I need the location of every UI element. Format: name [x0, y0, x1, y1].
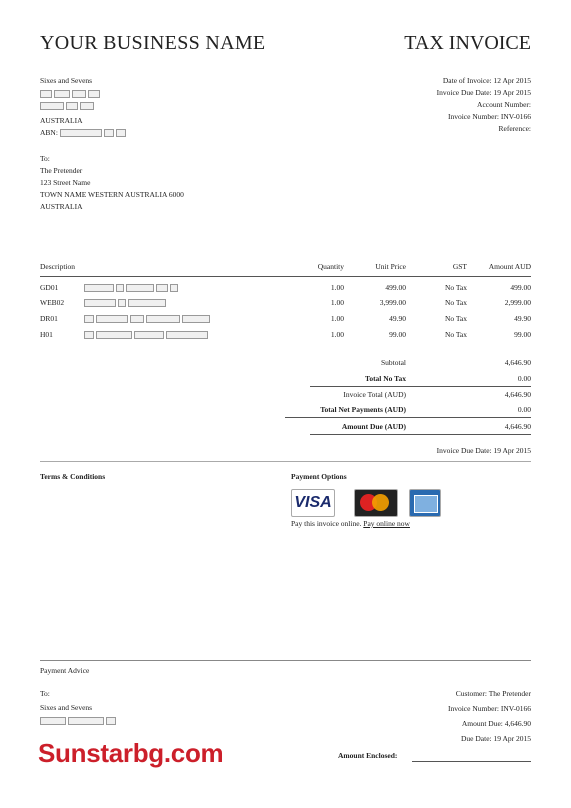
meta-row — [437, 112, 531, 124]
item-quantity: 1.00 — [330, 283, 344, 292]
meta-label: Reference: — [498, 124, 531, 133]
item-unit-price: 99.00 — [389, 330, 406, 339]
amount-enclosed-field — [412, 761, 531, 762]
to-line: AUSTRALIA — [40, 202, 83, 211]
payment-options-heading: Payment Options — [291, 472, 347, 481]
to-label: To: — [40, 154, 50, 163]
subtotal-value: 4,646.90 — [504, 358, 531, 367]
meta-row — [437, 124, 531, 136]
pay-online-line — [291, 519, 410, 529]
item-amount: 49.90 — [514, 314, 531, 323]
due-line — [437, 446, 531, 456]
to-line: The Pretender — [40, 166, 83, 175]
invoice-meta — [437, 76, 531, 136]
item-gst: No Tax — [444, 298, 467, 307]
document-title: TAX INVOICE — [404, 32, 531, 54]
item-amount: 2,999.00 — [504, 298, 531, 307]
item-code: GD01 — [40, 283, 59, 292]
advice-cut-line — [40, 660, 531, 661]
from-country: AUSTRALIA — [40, 116, 83, 125]
bill-to — [40, 154, 184, 214]
total-no-tax-label: Total No Tax — [365, 374, 406, 383]
section-divider — [40, 461, 531, 462]
advice-heading: Payment Advice — [40, 666, 90, 675]
terms-heading: Terms & Conditions — [40, 472, 106, 481]
item-code: H01 — [40, 330, 53, 339]
advice-fields — [448, 689, 531, 749]
meta-label: Invoice Due Date: — [436, 88, 492, 97]
advice-to-name: Sixes and Sevens — [40, 703, 93, 712]
watermark-text: Sunstarbg.com — [38, 738, 224, 768]
totals-rule-2 — [285, 417, 531, 418]
due-label: Invoice Due Date: — [436, 446, 492, 455]
totals-rule — [310, 386, 531, 387]
col-quantity: Quantity — [317, 262, 344, 271]
total-no-tax-value: 0.00 — [517, 374, 531, 383]
col-amount: Amount AUD — [488, 262, 531, 271]
item-unit-price: 3,999.00 — [379, 298, 406, 307]
item-quantity: 1.00 — [330, 330, 344, 339]
col-description: Description — [40, 262, 75, 271]
amount-due-label: Amount Due (AUD) — [341, 422, 406, 431]
item-quantity: 1.00 — [330, 314, 344, 323]
item-quantity: 1.00 — [330, 298, 344, 307]
redacted-desc — [84, 314, 212, 324]
advice-field-value: INV-0166 — [500, 704, 531, 713]
pay-online-link[interactable]: Pay online now — [363, 519, 410, 528]
meta-value: 19 Apr 2015 — [493, 88, 531, 97]
item-amount: 99.00 — [514, 330, 531, 339]
mastercard-icon — [354, 489, 398, 517]
redacted-desc — [84, 298, 168, 308]
amount-enclosed-label: Amount Enclosed: — [338, 751, 398, 760]
from-name: Sixes and Sevens — [40, 76, 93, 85]
meta-row — [437, 88, 531, 100]
meta-value: INV-0166 — [500, 112, 531, 121]
due-value: 19 Apr 2015 — [493, 446, 531, 455]
redacted-address-2 — [40, 101, 96, 111]
advice-field — [448, 734, 531, 749]
table-header-rule — [40, 276, 531, 277]
item-amount: 499.00 — [510, 283, 531, 292]
redacted-address — [40, 89, 102, 99]
business-name: YOUR BUSINESS NAME — [40, 32, 266, 54]
col-unit-price: Unit Price — [375, 262, 406, 271]
invoice-total-label: Invoice Total (AUD) — [343, 390, 406, 399]
totals-rule-3 — [310, 434, 531, 435]
abn-label: ABN: — [40, 128, 58, 137]
advice-field-label: Amount Due: — [461, 719, 503, 728]
advice-field-label: Due Date: — [461, 734, 492, 743]
advice-field-label: Customer: — [455, 689, 487, 698]
meta-row — [437, 100, 531, 112]
advice-field-value: The Pretender — [488, 689, 531, 698]
advice-field — [448, 719, 531, 734]
item-gst: No Tax — [444, 330, 467, 339]
item-gst: No Tax — [444, 314, 467, 323]
item-gst: No Tax — [444, 283, 467, 292]
advice-field — [448, 689, 531, 704]
redacted-desc — [84, 283, 180, 293]
item-code: WEB02 — [40, 298, 65, 307]
net-payments-label: Total Net Payments (AUD) — [320, 405, 406, 414]
subtotal-label: Subtotal — [380, 358, 406, 367]
visa-text: VISA — [294, 494, 332, 511]
meta-row — [437, 76, 531, 88]
abn-row — [40, 128, 128, 138]
item-code: DR01 — [40, 314, 58, 323]
item-unit-price: 499.00 — [385, 283, 406, 292]
advice-field — [448, 704, 531, 719]
advice-redacted — [40, 716, 118, 726]
item-unit-price: 49.90 — [389, 314, 406, 323]
redacted-desc — [84, 330, 210, 340]
meta-label: Date of Invoice: — [442, 76, 492, 85]
net-payments-value: 0.00 — [517, 405, 531, 414]
advice-field-label: Invoice Number: — [447, 704, 499, 713]
advice-to-label: To: — [40, 689, 50, 698]
visa-card-icon — [291, 489, 335, 517]
pay-online-text: Pay this invoice online. — [291, 519, 362, 528]
col-gst: GST — [452, 262, 467, 271]
to-line: 123 Street Name — [40, 178, 91, 187]
invoice-total-value: 4,646.90 — [504, 390, 531, 399]
advice-field-value: 19 Apr 2015 — [493, 734, 531, 743]
amex-card-icon — [409, 489, 441, 517]
meta-label: Account Number: — [477, 100, 531, 109]
meta-label: Invoice Number: — [447, 112, 499, 121]
meta-value: 12 Apr 2015 — [493, 76, 531, 85]
to-line: TOWN NAME WESTERN AUSTRALIA 6000 — [40, 190, 184, 199]
advice-field-value: 4,646.90 — [504, 719, 531, 728]
amount-due-value: 4,646.90 — [504, 422, 531, 431]
